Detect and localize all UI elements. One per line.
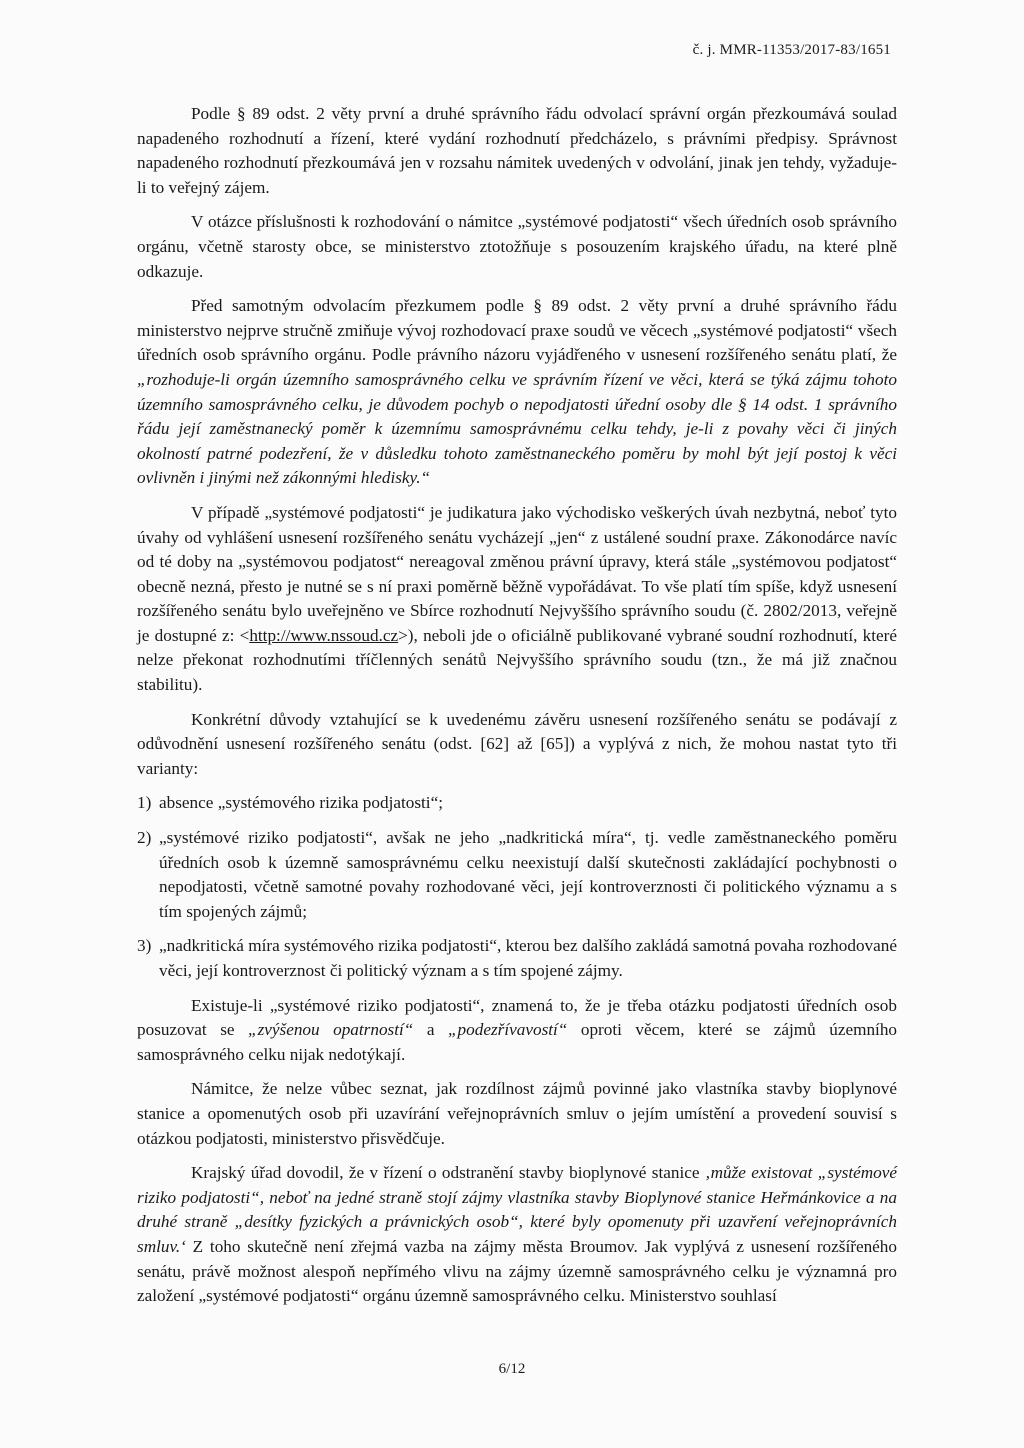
paragraph-6-text-a: Existuje-li „systémové riziko podjatosti“, znamená to, že je třeba otázku podjatosti úředních osob posuzovat se xyxy=(137,995,897,1040)
list-item-number: 2) xyxy=(137,828,152,848)
paragraph-6-text-b: a xyxy=(413,1020,448,1040)
nssoud-link[interactable]: http://www.nssoud.cz xyxy=(249,625,399,645)
paragraph-4-text-b: >), neboli jde o oficiálně publikované vybrané soudní rozhodnutí, které nelze překonat rozhodnutími tříčlenných senátů Nejvyššího správního soudu (tzn., že má již značnou stabilitu). xyxy=(137,625,897,695)
reference-number: č. j. MMR-11353/2017-83/1651 xyxy=(692,42,891,58)
list-item-text: „nadkritická míra systémového rizika podjatosti“, kterou bez dalšího zakládá samotná povaha rozhodované věci, její kontroverznost či politický význam a s tím spojené zájmy. xyxy=(159,936,897,980)
paragraph-4-text-a: V případě „systémové podjatosti“ je judikatura jako východisko veškerých úvah nezbytná, neboť tyto úvahy od vyhlášení usnesení rozšířeného senátu vycházejí „jen“ z ustálené soudní praxe. Zákonodárce navíc od té doby na „systémovou podjatost“ nereagoval změnou právní úpravy, která stále „systémovou podjatost“ obecně nezná, přesto je nutné se s ní praxi poměrně běžně vypořádávat. To vše platí tím spíše, když usnesení rozšířeného senátu bylo uveřejněno ve Sbírce rozhodnutí Nejvyššího správního soudu (č. 2802/2013, veřejně je dostupné z: < xyxy=(137,502,897,645)
paragraph-4 xyxy=(137,501,897,698)
list-item-number: 3) xyxy=(137,936,152,956)
paragraph-1: Podle § 89 odst. 2 věty první a druhé správního řádu odvolací správní orgán přezkoumává soulad napadeného rozhodnutí a řízení, které vydání rozhodnutí předcházelo, s právními předpisy. Správnost napadeného rozhodnutí přezkoumává jen v rozsahu námitek uvedených v odvolání, jinak jen tehdy, vyžaduje-li to veřejný zájem. xyxy=(137,104,897,197)
paragraph-3 xyxy=(137,294,897,491)
list-item xyxy=(137,934,897,983)
paragraph-6-text-c: oproti věcem, které se zájmů územního samosprávného celku nijak nedotýkají. xyxy=(137,1020,898,1064)
list-item xyxy=(137,826,897,924)
paragraph-8-text-b: Z toho skutečně není zřejmá vazba na zájmy města Broumov. Jak vyplývá z usnesení rozšířeného senátu, právě možnost alespoň nepřímého vlivu na zájmy územně samosprávného celku je významná pro založení „systémové podjatosti“ orgánu územně samosprávného celku. Ministerstvo souhlasí xyxy=(137,1236,897,1306)
variants-list xyxy=(137,791,897,983)
paragraph-2: V otázce příslušnosti k rozhodování o námitce „systémové podjatosti“ všech úředních osob správního orgánu, včetně starosty obce, se ministerstvo ztotožňuje s posouzením krajského úřadu, na které plně odkazuje. xyxy=(137,212,897,281)
paragraph-6 xyxy=(137,994,897,1068)
paragraph-5: Konkrétní důvody vztahující se k uvedenému závěru usnesení rozšířeného senátu se podávají z odůvodnění usnesení rozšířeného senátu (odst. [62] až [65]) a vyplývá z nich, že mohou nastat tyto tři varianty: xyxy=(137,709,897,778)
list-item-number: 1) xyxy=(137,793,152,813)
paragraph-7: Námitce, že nelze vůbec seznat, jak rozdílnost zájmů povinné jako vlastníka stavby bioplynové stanice a opomenutých osob při uzavírání veřejnoprávních smluv o jejím umístění a provedení souvisí s otázkou podjatosti, ministerstvo přisvědčuje. xyxy=(137,1079,897,1148)
paragraph-8 xyxy=(137,1161,897,1309)
paragraph-8-text-a: Krajský úřad dovodil, že v řízení o odstranění stavby bioplynové stanice xyxy=(191,1163,705,1183)
list-item-text: absence „systémového rizika podjatosti“; xyxy=(159,793,443,813)
paragraph-8-quote: ‚může existovat „systémové riziko podjatosti“, neboť na jedné straně stojí zájmy vlastníka stavby Bioplynové stanice Heřmánkovice a na druhé straně „desítky fyzických a právnických osob“, které byly opomenuty při uzavření veřejnoprávních smluv.‘ xyxy=(137,1163,897,1256)
paragraph-6-italic-2: „podezřívavostí“ xyxy=(448,1020,568,1040)
paragraph-3-text: Před samotným odvolacím přezkumem podle § 89 odst. 2 věty první a druhé správního řádu ministerstvo nejprve stručně zmiňuje vývoj rozhodovací praxe soudů ve věcech „systémové podjatosti“ všech úředních osob správního orgánu. Podle právního názoru vyjádřeného v usnesení rozšířeného senátu platí, že xyxy=(137,296,897,365)
list-item-text: „systémové riziko podjatosti“, avšak ne jeho „nadkritická míra“, tj. vedle zaměstnaneckého poměru úředních osob k územně samosprávnému celku neexistují další skutečnosti zakládající pochybnosti o nepodjatosti, včetně samotné povahy rozhodované věci, její kontroverznosti či politického významu a s tím spojených zájmů; xyxy=(159,828,897,921)
list-item xyxy=(137,791,897,816)
page-number: 6/12 xyxy=(498,1361,526,1377)
document-body xyxy=(137,102,897,1319)
paragraph-6-italic-1: „zvýšenou opatrností“ xyxy=(248,1020,414,1040)
paragraph-3-quote: „rozhoduje-li orgán územního samosprávného celku ve správním řízení ve věci, která se týká zájmu tohoto územního samosprávného celku, je důvodem pochyb o nepodjatosti úřední osoby dle § 14 odst. 1 správního řádu její zaměstnanecký poměr k územnímu samosprávnému celku tehdy, je-li z povahy věci či jiných okolností patrné podezření, že v důsledku tohoto zaměstnaneckého poměru by mohl být její postoj k věci ovlivněn i jinými než zákonnými hledisky.“ xyxy=(137,369,897,488)
